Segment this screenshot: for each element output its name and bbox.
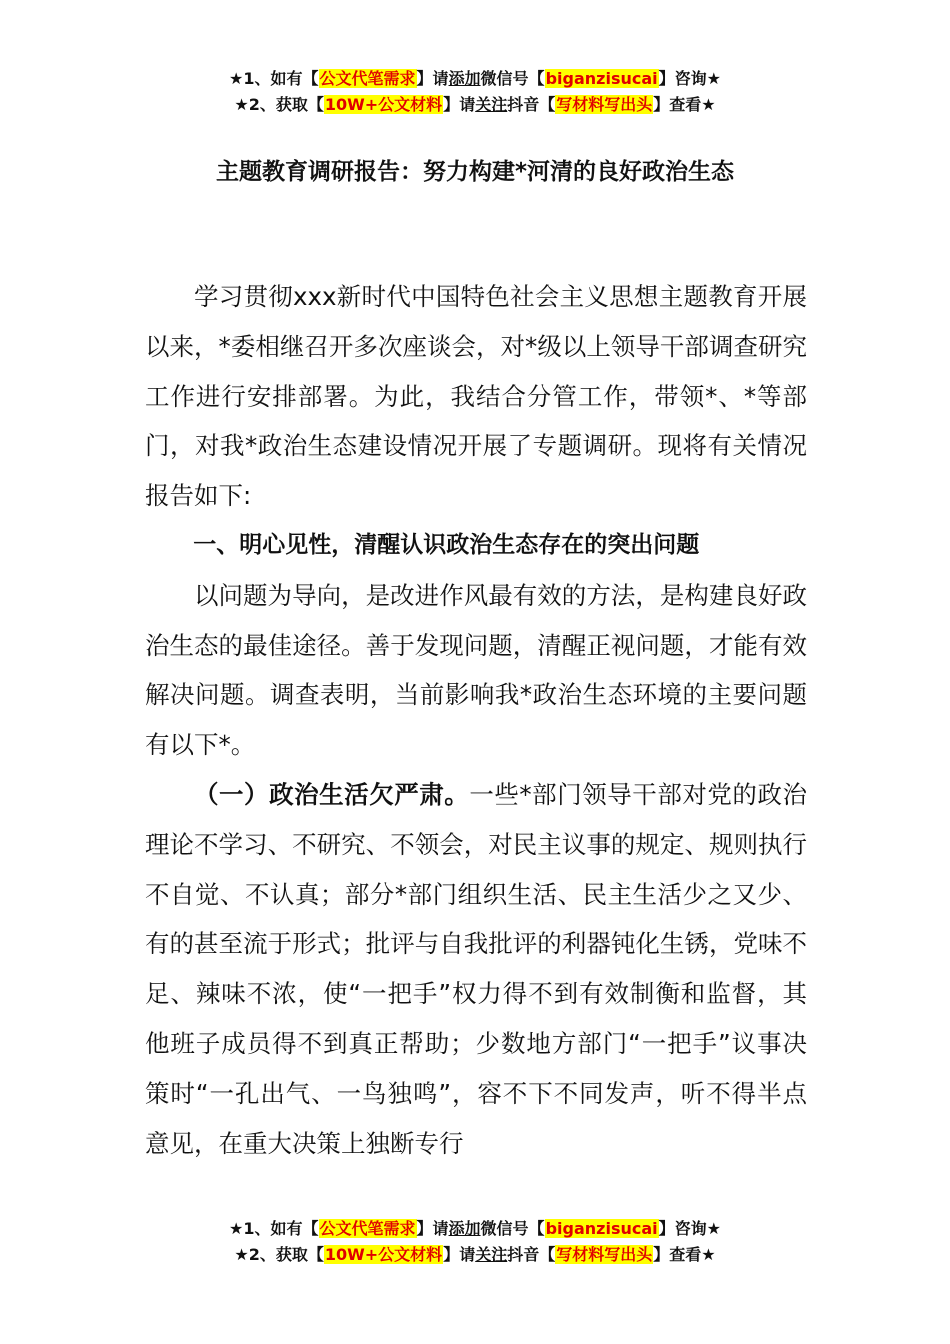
intro-paragraph: 学习贯彻xxx新时代中国特色社会主义思想主题教育开展以来，*委相继召开多次座谈会，对*级以上领导干部调查研究工作进行安排部署。为此，我结合分管工作，带领*、*等部门，对我*政治生态建设情况开展了专题调研。现将有关情况报告如下:: [145, 282, 807, 511]
header-banner: [0, 66, 950, 118]
document-body: [145, 272, 807, 1168]
banner-line-2: ★2、获取【10W+公文材料】请关注抖音【写材料写出头】查看★: [234, 95, 716, 114]
document-title: 主题教育调研报告：努力构建*河清的良好政治生态: [215, 159, 735, 185]
item-1-text: 一些*部门领导干部对党的政治理论不学习、不研究、不领会，对民主议事的规定、规则执行不自觉、不认真；部分*部门组织生活、民主生活少之又少、有的甚至流于形式；批评与自我批评的利器钝化生锈，党味不足、辣味不浓，使“一把手”权力得不到有效制衡和监督，其他班子成员得不到真正帮助；少数地方部门“一把手”议事决策时“一孔出气、一鸟独鸣”，容不下不同发声，听不得半点意见，在重大决策上独断专行: [145, 779, 807, 1158]
highlight-ghostwriting: 公文代笔需求: [319, 69, 416, 88]
highlight-douyin-account: 写材料写出头: [556, 95, 653, 114]
section-1-heading: 一、明心见性，清醒认识政治生态存在的突出问题: [193, 531, 700, 558]
footer-line-1: ★1、如有【公文代笔需求】请添加微信号【biganzisucai】咨询★: [229, 1219, 721, 1238]
section-1-paragraph: 以问题为导向，是改进作风最有效的方法，是构建良好政治生态的最佳途径。善于发现问题，清醒正视问题，才能有效解决问题。调查表明，当前影响我*政治生态环境的主要问题有以下*。: [145, 580, 807, 760]
footer-highlight-douyin-account: 写材料写出头: [556, 1245, 653, 1264]
footer-line-2: ★2、获取【10W+公文材料】请关注抖音【写材料写出头】查看★: [234, 1245, 716, 1264]
item-1-lead: （一）政治生活欠严肃。: [194, 779, 470, 809]
highlight-materials: 10W+公文材料: [324, 95, 443, 114]
footer-banner: [0, 1216, 950, 1268]
footer-highlight-materials: 10W+公文材料: [324, 1245, 443, 1264]
highlight-wechat-id: biganzisucai: [545, 69, 658, 88]
item-1-paragraph: [145, 770, 807, 1168]
banner-line-1: ★1、如有【公文代笔需求】请添加微信号【biganzisucai】咨询★: [229, 69, 721, 88]
footer-highlight-ghostwriting: 公文代笔需求: [319, 1219, 416, 1238]
footer-highlight-wechat-id: biganzisucai: [545, 1219, 658, 1238]
